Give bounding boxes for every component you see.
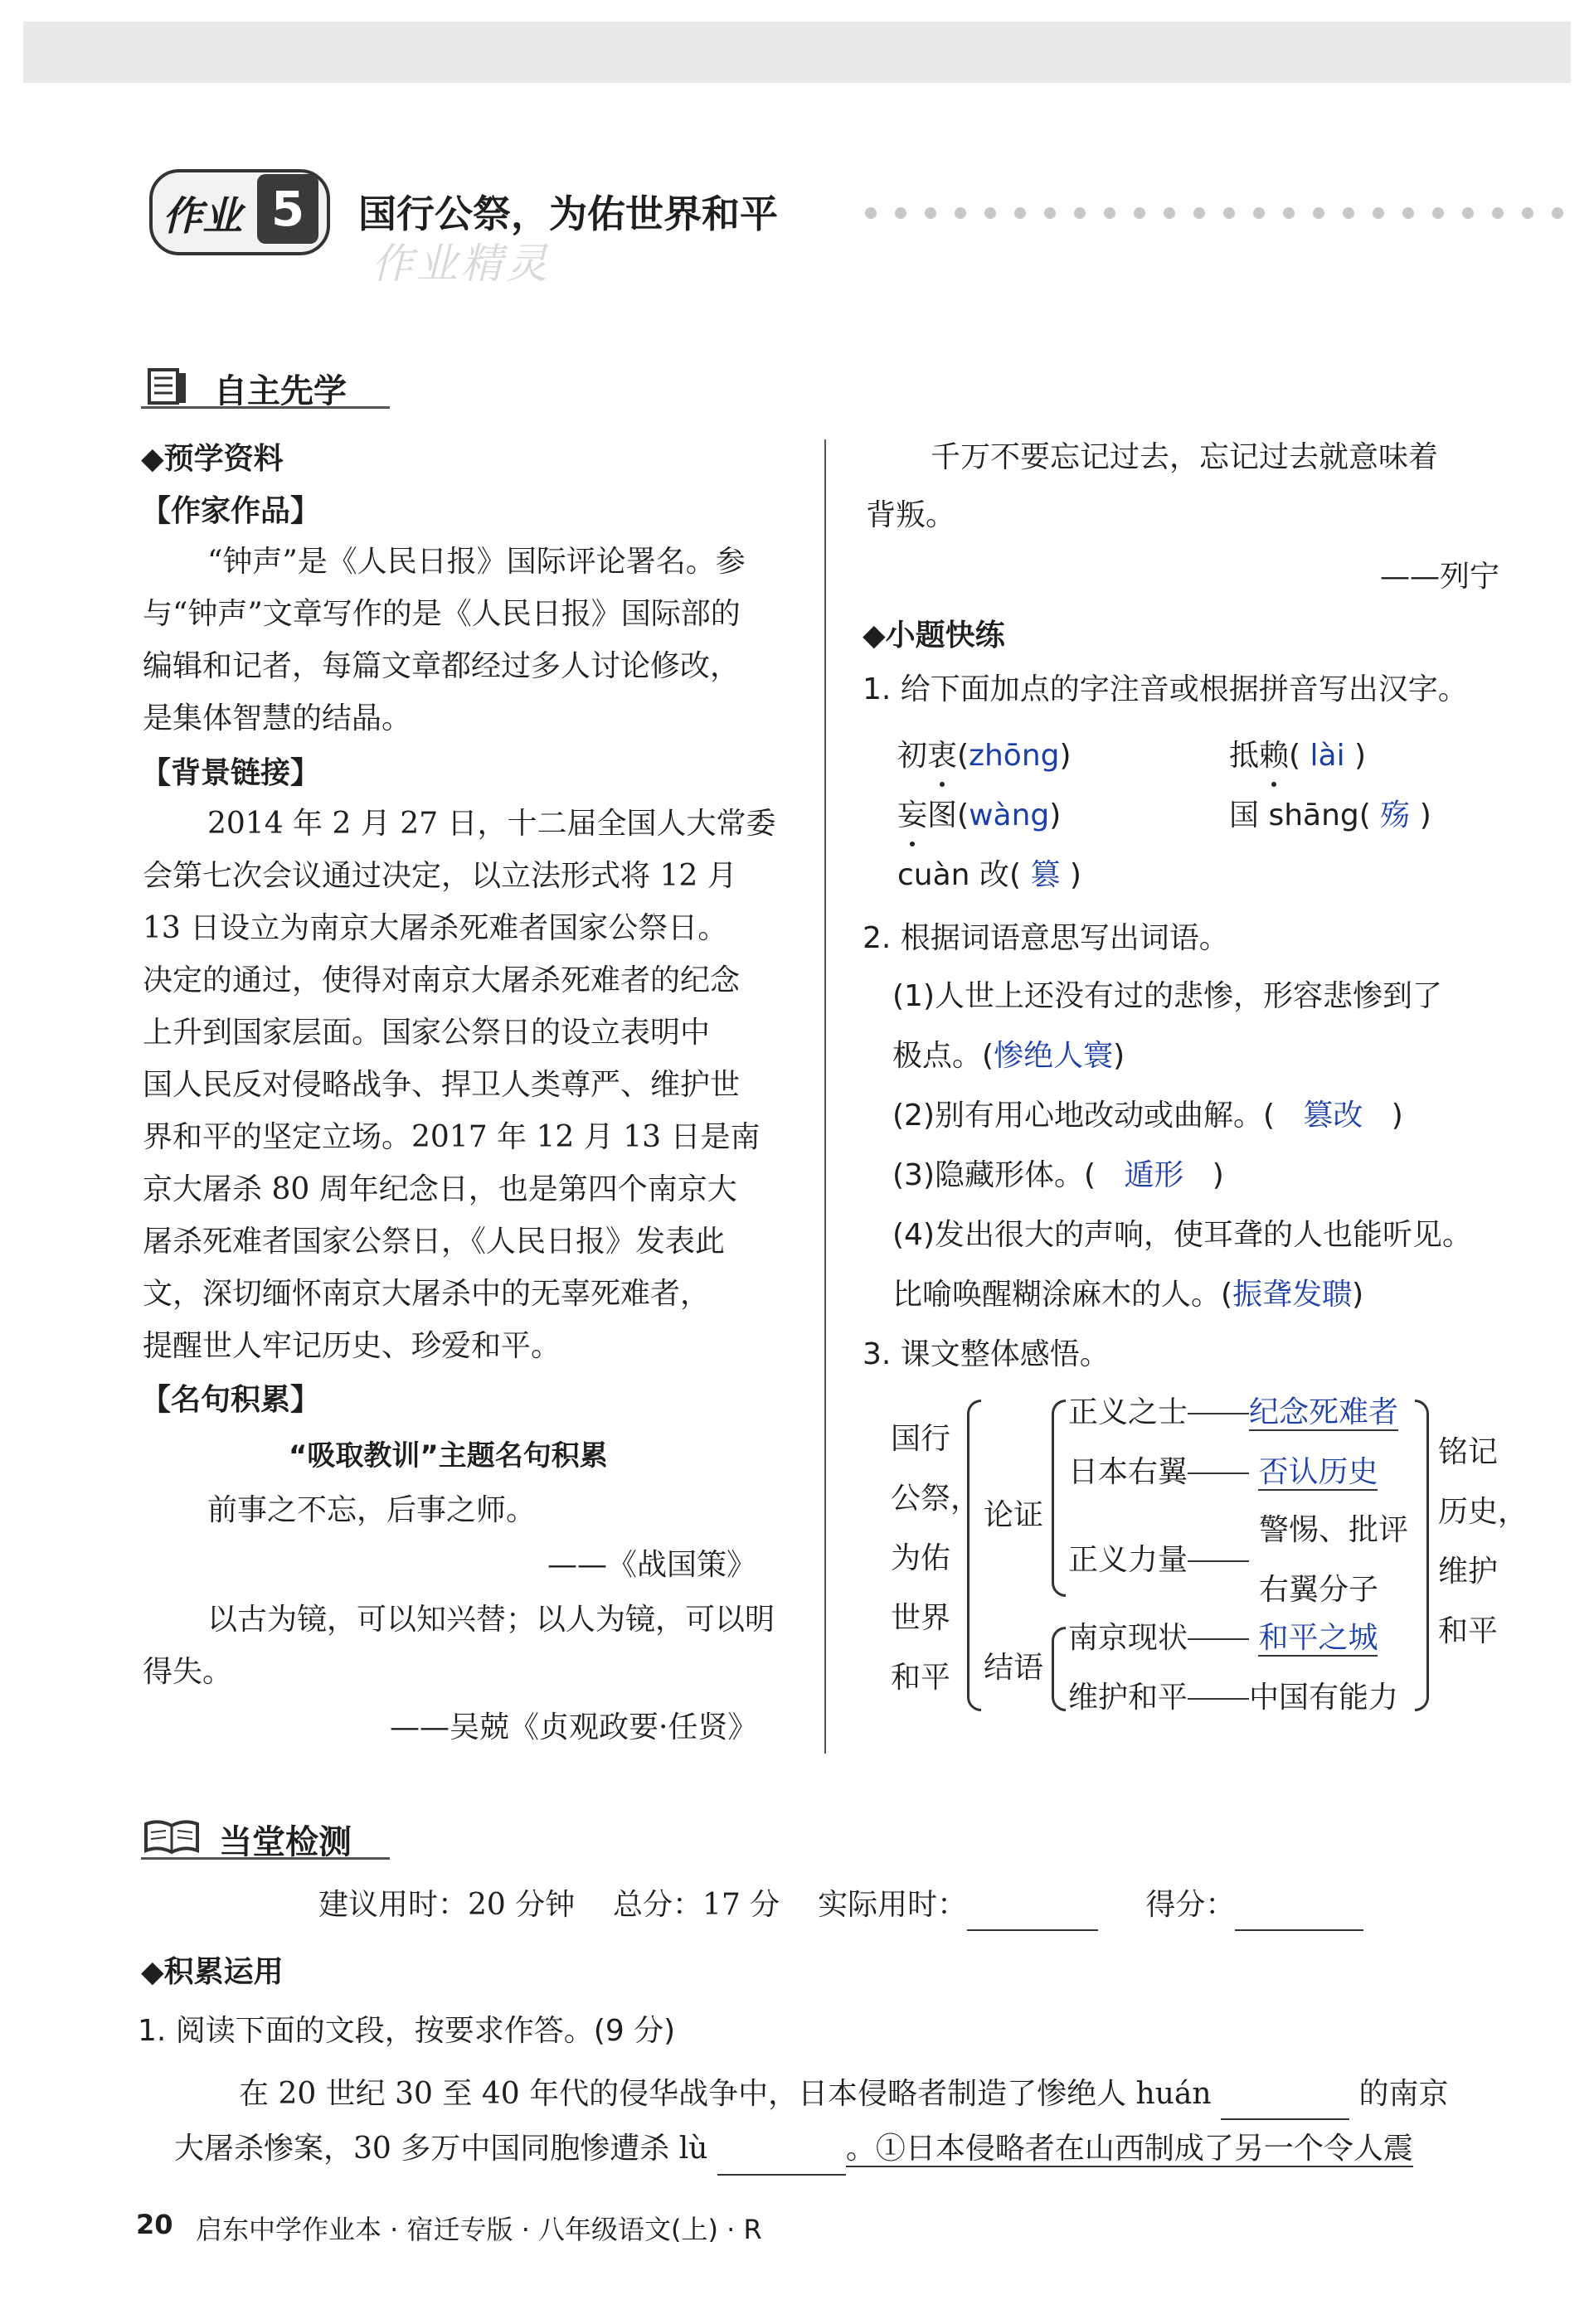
text-line: 京大屠杀 80 周年纪念日，也是第四个南京大: [143, 1172, 737, 1206]
quotes-title: “吸取教训”主题名句积累: [289, 1439, 608, 1473]
quote-2-line: 得失。: [143, 1655, 233, 1689]
right-bracket: [1415, 1400, 1429, 1711]
q2-1-line: (1)人世上还没有过的悲惨，形容悲惨到了: [892, 979, 1442, 1013]
question-1: 1. 给下面加点的字注音或根据拼音写出汉字。: [863, 672, 1468, 706]
open-book-icon: [143, 1817, 201, 1856]
section-title: 自主先学: [214, 372, 347, 410]
paragraph-line-2: 大屠杀惨案，30 多万中国同胞惨遭杀 lù 。①日本侵略者在山西制成了另一个令人震: [174, 2123, 1413, 2176]
q2-4-answer: 振聋发聩: [1232, 1278, 1353, 1312]
test-meta: [318, 1879, 1363, 1931]
practice-heading: ◆小题快练: [863, 619, 1005, 653]
q1-answer-a: zhōng: [969, 739, 1060, 773]
quote-3-source: ——列宁: [1380, 560, 1500, 594]
background-label: 【背景链接】: [141, 756, 321, 790]
quote-2-line: 以古为镜，可以知兴替；以人为镜，可以明: [207, 1603, 775, 1637]
q1-item-a: 初衷(zhōng): [897, 730, 1072, 782]
quote-3-line: 千万不要忘记过去，忘记过去就意味着: [931, 440, 1439, 474]
actual-time-blank[interactable]: [967, 1899, 1098, 1931]
page-title: 国行公祭，为佑世界和平: [358, 192, 778, 236]
badge-number: 5: [257, 174, 318, 244]
quotes-label: 【名句积累】: [141, 1383, 321, 1417]
background-paragraph: [143, 798, 798, 1372]
structure-diagram: [891, 1390, 1594, 1721]
text-line: 上升到国家层面。国家公祭日的设立表明中: [143, 1016, 711, 1050]
q2-2-answer: 篡改: [1303, 1099, 1363, 1133]
score-label: 得分：: [1145, 1888, 1236, 1922]
conclude-answer: 和平之城: [1258, 1621, 1378, 1655]
text-line: 会第七次会议通过决定，以立法形式将 12 月: [143, 859, 737, 893]
argue-third-text: 警惕、批评 右翼分子: [1259, 1513, 1409, 1607]
diagram-argue: 论证: [984, 1498, 1044, 1532]
huan-blank[interactable]: [1221, 2089, 1349, 2120]
q2-2: (2)别有用心地改动或曲解。( 篡改 ): [892, 1099, 1403, 1133]
section-in-class-heading: [141, 1814, 390, 1860]
q1-item-d: 国 shāng( 殇 ): [1229, 798, 1431, 832]
argue-answer-1: 纪念死难者: [1249, 1395, 1399, 1429]
argue-row-3: 正义力量: [1068, 1531, 1249, 1590]
q1-answer-e: 篡: [1030, 858, 1061, 892]
quote-2-source: ——吴兢《贞观政要·任贤》: [390, 1710, 758, 1744]
argue-row-1: 正义之士 纪念死难者: [1068, 1395, 1399, 1429]
text-line: 文，深切缅怀南京大屠杀中的无辜死难者，: [143, 1277, 711, 1311]
works-paragraph: [143, 536, 798, 745]
conclude-row-2: 维护和平 中国有能力: [1068, 1681, 1399, 1715]
works-label: 【作家作品】: [141, 494, 321, 528]
section-title: 当堂检测: [219, 1823, 352, 1861]
watermark: 作业精灵: [372, 240, 551, 288]
quote-1: 前事之不忘，后事之师。: [207, 1493, 537, 1527]
test-question-1: 1. 阅读下面的文段，按要求作答。(9 分): [138, 2014, 676, 2048]
q2-3-answer: 遁形: [1124, 1158, 1184, 1192]
column-divider: [824, 439, 826, 1754]
diagram-summary: 铭记 历史， 维护 和平: [1438, 1435, 1528, 1648]
text-line: 提醒世人牢记历史、珍爱和平。: [143, 1329, 561, 1363]
text-line: 与“钟声”文章写作的是《人民日报》国际部的: [143, 597, 741, 631]
q2-4-line: (4)发出很大的声响，使耳聋的人也能听见。: [892, 1218, 1472, 1252]
time-label: 建议用时：20 分钟: [318, 1888, 576, 1922]
argue-answer-2: 否认历史: [1258, 1455, 1378, 1489]
text-line: “钟声”是《人民日报》国际评论署名。参: [207, 545, 746, 579]
argue-row-2: 日本右翼 否认历史: [1068, 1455, 1378, 1489]
text-line: 编辑和记者，每篇文章都经过多人讨论修改，: [143, 649, 741, 683]
root-bracket: [967, 1400, 981, 1711]
actual-label: 实际用时：: [818, 1888, 968, 1922]
accumulation-heading: ◆积累运用: [141, 1955, 284, 1989]
q1-item-e: cuàn 改( 篡 ): [897, 858, 1081, 892]
question-2: 2. 根据词语意思写出词语。: [863, 921, 1229, 955]
paragraph-line-1: 在 20 世纪 30 至 40 年代的侵华战争中，日本侵略者制造了惨绝人 huán 的南京: [239, 2068, 1448, 2120]
conclude-bracket: [1052, 1627, 1066, 1711]
title-dot-line: [863, 201, 1576, 226]
q2-1-answer: 惨绝人寰: [994, 1039, 1114, 1073]
q1-item-b: 抵赖( lài ): [1229, 730, 1366, 782]
text-line: 2014 年 2 月 27 日，十二届全国人大常委: [207, 807, 776, 841]
question-3: 3. 课文整体感悟。: [863, 1337, 1110, 1371]
text-line: 界和平的坚定立场。2017 年 12 月 13 日是南: [143, 1120, 761, 1154]
text-line: 屠杀死难者国家公祭日，《人民日报》发表此: [143, 1225, 726, 1259]
quote-3-line: 背叛。: [866, 498, 956, 532]
q1-answer-d: 殇: [1380, 798, 1411, 832]
text-line: 13 日设立为南京大屠杀死难者国家公祭日。: [143, 911, 728, 945]
badge-label: 作业: [163, 193, 243, 240]
q2-3: (3)隐藏形体。( 遁形 ): [892, 1158, 1224, 1192]
book-icon: [144, 365, 191, 406]
argue-bracket: [1052, 1400, 1066, 1597]
q1-item-c: 妄图(wàng): [897, 789, 1061, 842]
text-line: 是集体智慧的结晶。: [143, 701, 412, 735]
book-info: 启东中学作业本 · 宿迁专版 · 八年级语文(上) · R: [196, 2214, 762, 2245]
q1-answer-c: wàng: [969, 798, 1050, 832]
top-band: [23, 22, 1571, 83]
q2-4-line-2: 比喻唤醒糊涂麻木的人。(振聋发聩): [892, 1278, 1364, 1312]
page-number: 20: [136, 2209, 173, 2240]
text-line: 国人民反对侵略战争、捍卫人类尊严、维护世: [143, 1068, 741, 1102]
preview-heading: ◆预学资料: [141, 442, 284, 476]
q2-1-line-2: 极点。(惨绝人寰): [892, 1039, 1125, 1073]
diagram-root: 国行 公祭， 为佑 世界 和平: [891, 1422, 981, 1695]
q1-answer-b: lài: [1310, 739, 1345, 773]
lu-blank[interactable]: [717, 2144, 846, 2176]
text-line: 决定的通过，使得对南京大屠杀死难者的纪念: [143, 963, 741, 997]
score-blank[interactable]: [1235, 1899, 1363, 1931]
section-self-study-heading: [141, 363, 390, 409]
total-label: 总分：17 分: [613, 1888, 780, 1922]
quote-1-source: ——《战国策》: [547, 1548, 757, 1582]
diagram-conclude: 结语: [984, 1651, 1044, 1685]
conclude-row-1: 南京现状 和平之城: [1068, 1621, 1378, 1655]
